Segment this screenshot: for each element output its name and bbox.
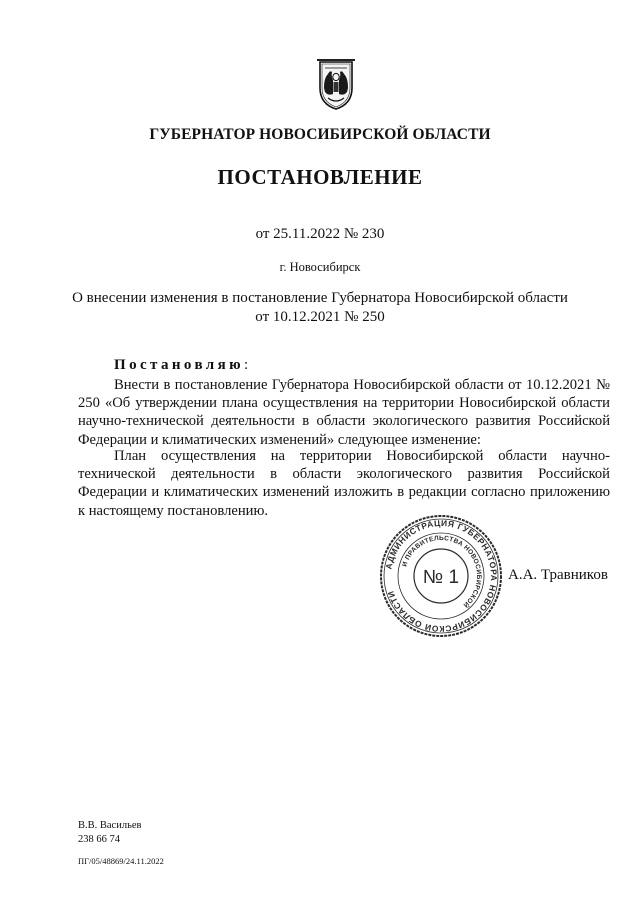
issuing-authority: ГУБЕРНАТОР НОВОСИБИРСКОЙ ОБЛАСТИ — [149, 126, 491, 143]
executor-phone: 238 66 74 — [78, 834, 120, 845]
seal-inner-text: И ПРАВИТЕЛЬСТВА НОВОСИБИРСКОЙ — [401, 534, 483, 609]
subject-line-2: от 10.12.2021 № 250 — [255, 309, 385, 325]
paragraph-1: Внести в постановление Губернатора Новосибирской области от 10.12.2021 № 250 «Об утверждении плана осуществления на территории Новосибирской области научно-технической деятельности в области экологического развития Российской Федерации и климатических изменений» следующее изменение: — [78, 377, 610, 448]
resolve-word: Постановляю — [114, 357, 244, 373]
seal-outer-text: АДМИНИСТРАЦИЯ ГУБЕРНАТОРА НОВОСИБИРСКОЙ ОБЛАСТИ — [383, 517, 500, 635]
resolve-colon: : — [243, 357, 249, 373]
executor-name: В.В. Васильев — [78, 820, 142, 831]
document-date-number: от 25.11.2022 № 230 — [255, 226, 385, 242]
registration-number: ПГ/05/48869/24.11.2022 — [78, 856, 164, 866]
official-seal — [378, 513, 504, 639]
signature-name: А.А. Травников — [508, 567, 608, 583]
seal-number: № 1 — [422, 567, 460, 588]
paragraph-2: План осуществления на территории Новосибирской области научно-технической деятельности в области экологического развития Российской Федерации и климатических изменений изложить в редакции согласно приложению к настоящему постановлению. — [78, 448, 610, 519]
subject-line-1: О внесении изменения в постановление Губернатора Новосибирской области — [72, 290, 568, 306]
resolve-heading — [114, 357, 248, 374]
document-type-title: ПОСТАНОВЛЕНИЕ — [217, 165, 423, 189]
coat-of-arms-icon — [316, 58, 356, 110]
document-place: г. Новосибирск — [279, 260, 361, 274]
document-subject — [0, 289, 640, 327]
